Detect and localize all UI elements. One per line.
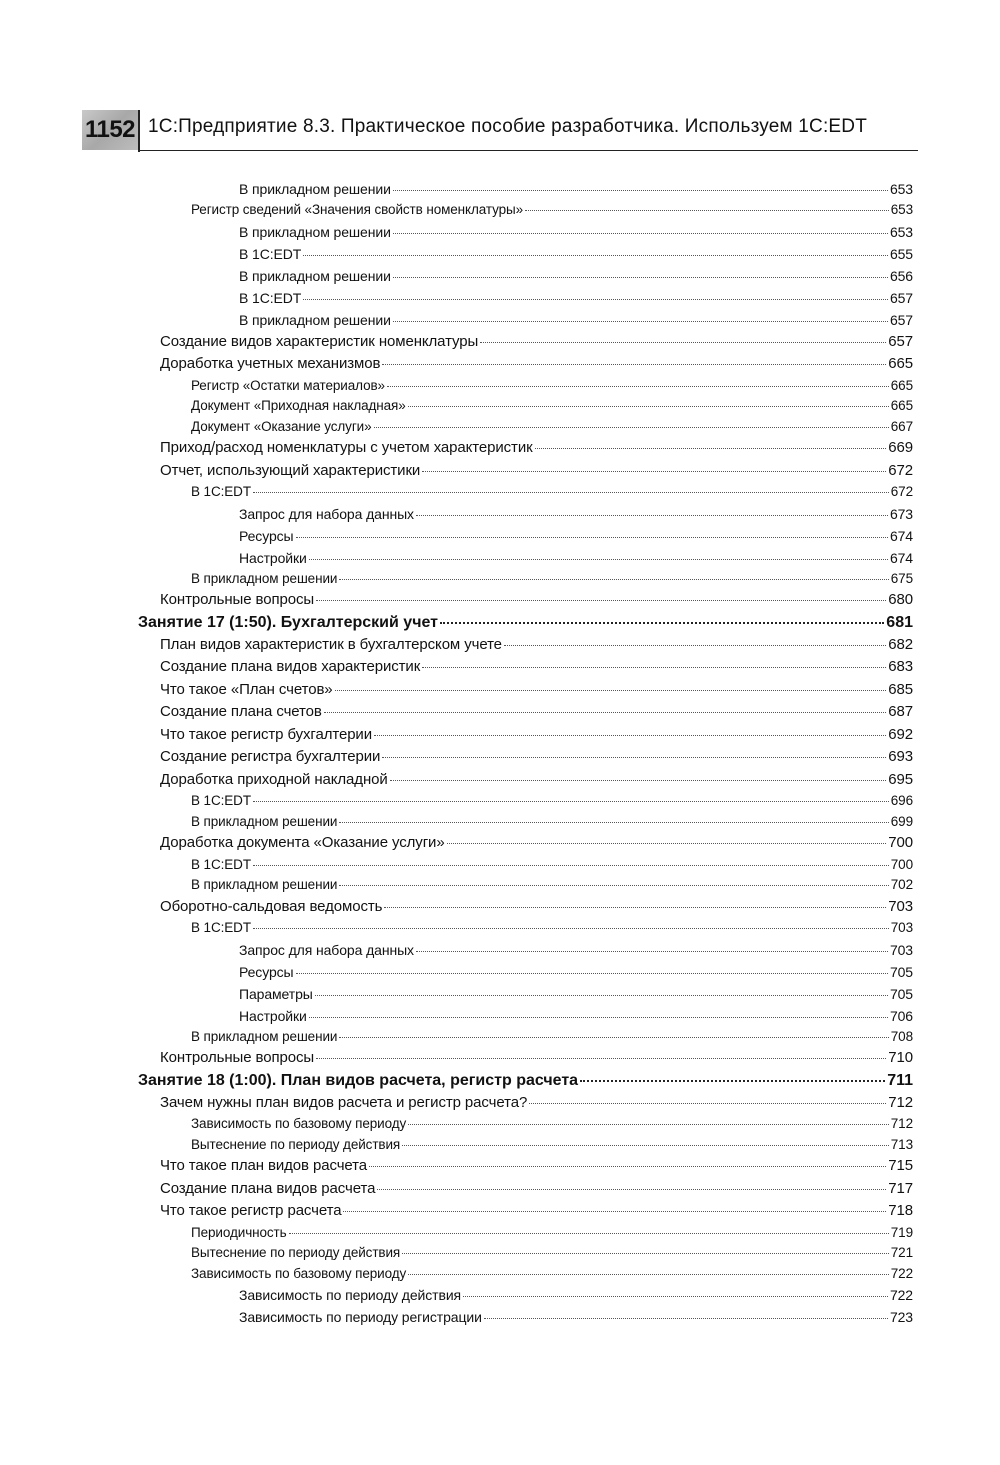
toc-entry-title: Вытеснение по периоду действия bbox=[191, 1136, 401, 1152]
toc-leader-dots bbox=[484, 1318, 888, 1319]
toc-entry-title: Что такое «План счетов» bbox=[160, 680, 333, 698]
toc-entry-page: 657 bbox=[888, 332, 913, 350]
toc-chapter-entry bbox=[0, 1070, 1000, 1092]
toc-entry bbox=[0, 243, 1000, 265]
toc-leader-dots bbox=[316, 600, 886, 601]
toc-leader-dots bbox=[408, 1124, 889, 1125]
toc-entry-title: Зависимость по периоду действия bbox=[239, 1287, 462, 1303]
toc-entry-title: Что такое регистр бухгалтерии bbox=[160, 725, 372, 743]
toc-leader-dots bbox=[253, 801, 889, 802]
toc-entry-title: Занятие 18 (1:00). План видов расчета, регистр расчета bbox=[138, 1071, 579, 1089]
toc-entry-page: 700 bbox=[890, 856, 913, 872]
toc-leader-dots bbox=[309, 1017, 888, 1018]
toc-entry-title: Запрос для набора данных bbox=[239, 941, 414, 958]
toc-leader-dots bbox=[529, 1103, 886, 1104]
toc-leader-dots bbox=[339, 822, 888, 823]
toc-leader-dots bbox=[422, 471, 886, 472]
toc-leader-dots bbox=[374, 427, 889, 428]
toc-entry bbox=[0, 918, 1000, 939]
toc-leader-dots bbox=[296, 537, 888, 538]
toc-entry-title: План видов характеристик в бухгалтерском учете bbox=[160, 635, 502, 653]
toc-leader-dots bbox=[440, 622, 884, 624]
toc-entry-page: 696 bbox=[890, 793, 913, 808]
toc-leader-dots bbox=[393, 321, 888, 322]
toc-leader-dots bbox=[480, 342, 886, 343]
toc-entry-title: Доработка приходной накладной bbox=[160, 770, 388, 788]
toc-entry-title: Ресурсы bbox=[239, 963, 294, 980]
toc-leader-dots bbox=[369, 1166, 886, 1167]
toc-leader-dots bbox=[416, 515, 888, 516]
toc-leader-dots bbox=[343, 1211, 886, 1212]
toc-entry-page: 675 bbox=[890, 570, 913, 586]
toc-leader-dots bbox=[382, 364, 886, 365]
toc-entry-title: Зависимость по базовому периоду bbox=[191, 1265, 407, 1281]
toc-entry-title: В прикладном решении bbox=[191, 570, 338, 586]
toc-entry bbox=[0, 1284, 1000, 1306]
toc-entry-page: 722 bbox=[890, 1265, 913, 1281]
toc-entry-title: В прикладном решении bbox=[191, 877, 338, 892]
toc-entry-title: Доработка учетных механизмов bbox=[160, 355, 381, 372]
toc-entry-page: 687 bbox=[888, 703, 913, 720]
toc-entry-page: 674 bbox=[889, 549, 913, 566]
header-rule bbox=[138, 150, 918, 151]
toc-leader-dots bbox=[339, 579, 888, 580]
toc-entry bbox=[0, 1155, 1000, 1178]
toc-leader-dots bbox=[408, 406, 889, 407]
toc-entry bbox=[0, 1200, 1000, 1223]
toc-entry bbox=[0, 1027, 1000, 1048]
toc-leader-dots bbox=[580, 1080, 885, 1082]
toc-entry-page: 695 bbox=[888, 770, 913, 788]
toc-leader-dots bbox=[393, 190, 888, 191]
toc-entry bbox=[0, 724, 1000, 747]
toc-entry-page: 692 bbox=[888, 725, 913, 743]
toc-leader-dots bbox=[390, 780, 887, 781]
toc-leader-dots bbox=[253, 928, 889, 929]
toc-entry bbox=[0, 503, 1000, 525]
toc-entry-page: 669 bbox=[888, 439, 913, 456]
toc-entry bbox=[0, 961, 1000, 983]
toc-entry-page: 667 bbox=[890, 418, 913, 434]
toc-entry-title: В прикладном решении bbox=[191, 1028, 338, 1044]
toc-entry bbox=[0, 746, 1000, 769]
toc-entry-title: В прикладном решении bbox=[191, 813, 338, 829]
toc-entry-title: Отчет, использующий характеристики bbox=[160, 461, 421, 479]
toc-entry bbox=[0, 1306, 1000, 1328]
toc-entry-title: Создание плана видов характеристик bbox=[160, 658, 421, 675]
toc-entry-title: Создание плана счетов bbox=[160, 703, 322, 720]
table-of-contents bbox=[0, 178, 1000, 1328]
toc-entry bbox=[0, 482, 1000, 503]
toc-entry-page: 665 bbox=[890, 398, 913, 413]
toc-entry-page: 683 bbox=[888, 658, 913, 675]
toc-leader-dots bbox=[402, 1145, 889, 1146]
toc-entry bbox=[0, 1114, 1000, 1135]
toc-leader-dots bbox=[422, 667, 886, 668]
toc-entry-title: Зависимость по периоду регистрации bbox=[239, 1309, 482, 1325]
toc-entry bbox=[0, 547, 1000, 569]
toc-entry-page: 653 bbox=[889, 223, 913, 240]
toc-entry-title: Что такое регистр расчета bbox=[160, 1202, 342, 1219]
toc-entry-title: Создание плана видов расчета bbox=[160, 1179, 376, 1197]
toc-entry-page: 653 bbox=[889, 181, 913, 197]
toc-leader-dots bbox=[525, 210, 889, 211]
toc-entry bbox=[0, 679, 1000, 702]
toc-entry-page: 665 bbox=[888, 355, 913, 372]
toc-entry bbox=[0, 396, 1000, 417]
toc-entry-title: В 1C:EDT bbox=[191, 793, 251, 808]
toc-leader-dots bbox=[253, 492, 889, 493]
toc-leader-dots bbox=[324, 712, 887, 713]
toc-entry-page: 700 bbox=[888, 834, 913, 851]
toc-leader-dots bbox=[402, 1253, 889, 1254]
running-title: 1С:Предприятие 8.3. Практическое пособие разработчика. Используем 1C:EDT bbox=[148, 116, 868, 137]
toc-entry bbox=[0, 832, 1000, 855]
toc-entry-page: 703 bbox=[890, 920, 913, 935]
toc-entry-page: 708 bbox=[890, 1028, 913, 1044]
toc-leader-dots bbox=[289, 1233, 889, 1234]
toc-entry-page: 712 bbox=[890, 1116, 913, 1131]
toc-entry bbox=[0, 1135, 1000, 1156]
toc-entry-title: Периодичность bbox=[191, 1224, 287, 1240]
toc-entry bbox=[0, 1243, 1000, 1264]
toc-entry-page: 705 bbox=[889, 985, 913, 1002]
page-number: 1152 bbox=[82, 110, 138, 150]
toc-entry-title: В 1C:EDT bbox=[239, 289, 302, 306]
toc-entry-page: 703 bbox=[888, 897, 913, 915]
toc-entry bbox=[0, 417, 1000, 438]
toc-leader-dots bbox=[535, 448, 887, 449]
toc-entry bbox=[0, 812, 1000, 833]
toc-entry-title: Оборотно-сальдовая ведомость bbox=[160, 897, 383, 915]
toc-entry bbox=[0, 769, 1000, 792]
toc-entry-title: Регистр сведений «Значения свойств номенклатуры» bbox=[191, 202, 524, 217]
toc-leader-dots bbox=[504, 645, 886, 646]
toc-entry-page: 672 bbox=[890, 484, 913, 499]
toc-entry-title: В прикладном решении bbox=[239, 311, 391, 328]
toc-entry bbox=[0, 791, 1000, 812]
toc-entry bbox=[0, 855, 1000, 876]
toc-entry-page: 703 bbox=[889, 941, 913, 958]
toc-entry bbox=[0, 589, 1000, 612]
toc-entry-title: В 1C:EDT bbox=[191, 484, 251, 499]
toc-entry-title: Параметры bbox=[239, 985, 313, 1002]
toc-entry-page: 653 bbox=[890, 202, 913, 217]
toc-leader-dots bbox=[309, 559, 888, 560]
toc-leader-dots bbox=[408, 1274, 889, 1275]
toc-entry-title: В прикладном решении bbox=[239, 223, 391, 240]
toc-entry-title: В 1C:EDT bbox=[191, 856, 251, 872]
header-divider bbox=[138, 110, 140, 152]
toc-entry-title: В 1C:EDT bbox=[239, 245, 302, 262]
toc-entry-title: Ресурсы bbox=[239, 527, 294, 544]
toc-entry-title: Создание видов характеристик номенклатуры bbox=[160, 332, 479, 350]
toc-entry-page: 673 bbox=[889, 505, 913, 522]
toc-entry bbox=[0, 1178, 1000, 1201]
toc-entry bbox=[0, 1223, 1000, 1244]
toc-entry bbox=[0, 1047, 1000, 1070]
toc-entry bbox=[0, 701, 1000, 724]
toc-entry-page: 655 bbox=[889, 245, 913, 262]
toc-leader-dots bbox=[374, 735, 886, 736]
toc-entry-title: В прикладном решении bbox=[239, 181, 391, 197]
toc-leader-dots bbox=[316, 1058, 886, 1059]
toc-entry-title: Документ «Приходная накладная» bbox=[191, 398, 406, 413]
toc-entry-page: 717 bbox=[888, 1179, 913, 1197]
toc-entry-page: 713 bbox=[890, 1136, 913, 1152]
toc-entry bbox=[0, 569, 1000, 590]
toc-entry bbox=[0, 376, 1000, 397]
toc-entry-page: 706 bbox=[889, 1007, 913, 1024]
toc-leader-dots bbox=[339, 1037, 888, 1038]
toc-entry-title: Зачем нужны план видов расчета и регистр расчета? bbox=[160, 1093, 528, 1111]
toc-entry bbox=[0, 939, 1000, 961]
toc-entry bbox=[0, 896, 1000, 919]
toc-entry-page: 672 bbox=[888, 461, 913, 479]
toc-entry bbox=[0, 525, 1000, 547]
toc-leader-dots bbox=[393, 277, 888, 278]
toc-entry-page: 718 bbox=[888, 1202, 913, 1219]
toc-entry-title: Настройки bbox=[239, 549, 307, 566]
toc-leader-dots bbox=[384, 907, 886, 908]
toc-entry bbox=[0, 875, 1000, 896]
toc-entry bbox=[0, 265, 1000, 287]
toc-leader-dots bbox=[382, 757, 886, 758]
toc-entry bbox=[0, 309, 1000, 331]
toc-entry-page: 657 bbox=[889, 289, 913, 306]
toc-leader-dots bbox=[416, 951, 888, 952]
toc-entry bbox=[0, 437, 1000, 460]
toc-entry bbox=[0, 178, 1000, 200]
toc-entry-title: Доработка документа «Оказание услуги» bbox=[160, 834, 445, 851]
toc-entry-title: Вытеснение по периоду действия bbox=[191, 1245, 401, 1260]
toc-entry bbox=[0, 200, 1000, 221]
toc-entry-title: Занятие 17 (1:50). Бухгалтерский учет bbox=[138, 613, 438, 631]
toc-leader-dots bbox=[315, 995, 888, 996]
toc-leader-dots bbox=[303, 255, 888, 256]
toc-entry-page: 674 bbox=[889, 527, 913, 544]
toc-entry-page: 723 bbox=[889, 1309, 913, 1325]
toc-chapter-entry bbox=[0, 612, 1000, 634]
toc-entry-page: 680 bbox=[888, 591, 913, 608]
toc-entry bbox=[0, 287, 1000, 309]
toc-leader-dots bbox=[447, 843, 887, 844]
toc-entry-page: 657 bbox=[889, 311, 913, 328]
toc-entry bbox=[0, 353, 1000, 376]
toc-entry-page: 656 bbox=[889, 267, 913, 284]
toc-leader-dots bbox=[463, 1296, 888, 1297]
toc-entry-page: 722 bbox=[889, 1287, 913, 1303]
toc-entry bbox=[0, 1092, 1000, 1115]
toc-entry bbox=[0, 1264, 1000, 1285]
toc-entry-title: Запрос для набора данных bbox=[239, 505, 414, 522]
toc-entry-page: 705 bbox=[889, 963, 913, 980]
toc-entry-page: 711 bbox=[887, 1071, 913, 1089]
toc-entry bbox=[0, 983, 1000, 1005]
toc-entry-page: 665 bbox=[890, 377, 913, 393]
toc-entry-page: 681 bbox=[886, 613, 913, 631]
toc-leader-dots bbox=[393, 233, 888, 234]
toc-entry-title: Регистр «Остатки материалов» bbox=[191, 377, 385, 393]
toc-entry-page: 715 bbox=[888, 1157, 913, 1174]
toc-entry bbox=[0, 331, 1000, 354]
toc-leader-dots bbox=[387, 386, 889, 387]
toc-entry-page: 702 bbox=[890, 877, 913, 892]
toc-entry-title: Контрольные вопросы bbox=[160, 591, 315, 608]
toc-leader-dots bbox=[377, 1189, 886, 1190]
toc-entry-title: Контрольные вопросы bbox=[160, 1049, 315, 1066]
toc-leader-dots bbox=[296, 973, 888, 974]
toc-entry-page: 682 bbox=[888, 635, 913, 653]
toc-entry-title: Что такое план видов расчета bbox=[160, 1157, 368, 1174]
toc-entry bbox=[0, 460, 1000, 483]
toc-entry-page: 721 bbox=[890, 1245, 913, 1260]
toc-entry-title: Приход/расход номенклатуры с учетом характеристик bbox=[160, 439, 533, 456]
toc-entry-title: Создание регистра бухгалтерии bbox=[160, 748, 381, 765]
page-header bbox=[82, 110, 918, 150]
toc-entry-title: В прикладном решении bbox=[239, 267, 391, 284]
toc-entry-page: 712 bbox=[888, 1093, 913, 1111]
toc-entry-page: 710 bbox=[888, 1049, 913, 1066]
toc-entry-title: Настройки bbox=[239, 1007, 307, 1024]
toc-leader-dots bbox=[339, 885, 888, 886]
toc-entry-page: 693 bbox=[888, 748, 913, 765]
toc-leader-dots bbox=[335, 690, 887, 691]
toc-entry-title: В 1C:EDT bbox=[191, 920, 251, 935]
toc-entry bbox=[0, 634, 1000, 657]
toc-entry-page: 685 bbox=[888, 680, 913, 698]
toc-entry bbox=[0, 656, 1000, 679]
toc-leader-dots bbox=[303, 299, 888, 300]
toc-entry bbox=[0, 1005, 1000, 1027]
toc-entry-page: 719 bbox=[890, 1224, 913, 1240]
toc-entry-page: 699 bbox=[890, 813, 913, 829]
toc-entry-title: Зависимость по базовому периоду bbox=[191, 1116, 407, 1131]
toc-leader-dots bbox=[253, 865, 889, 866]
toc-entry-title: Документ «Оказание услуги» bbox=[191, 418, 372, 434]
toc-entry bbox=[0, 221, 1000, 243]
